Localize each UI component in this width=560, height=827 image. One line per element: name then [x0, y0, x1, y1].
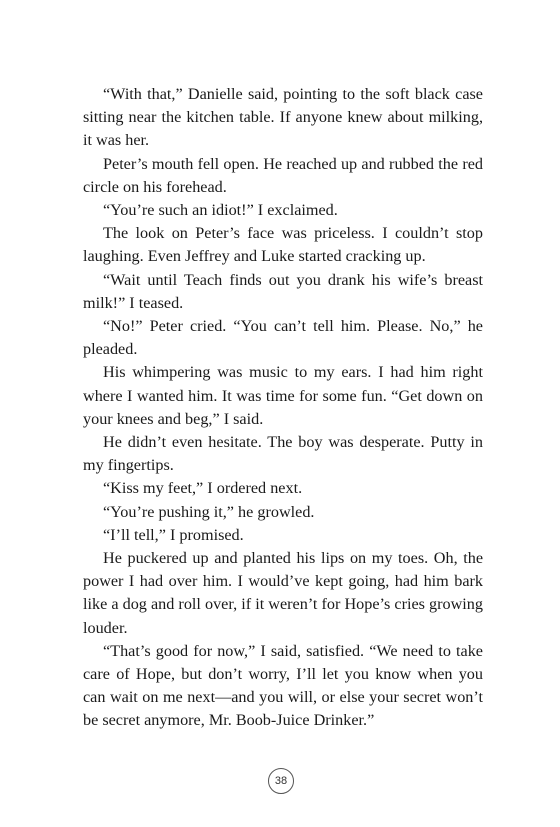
paragraph: The look on Peter’s face was priceless. I couldn’t stop laughing. Even Jeffrey and Luke started cracking up.	[83, 224, 483, 266]
paragraph: His whimpering was music to my ears. I had him right where I wanted him. It was time for some fun. “Get down on your knees and beg,” I said.	[83, 363, 483, 428]
paragraph: “With that,” Danielle said, pointing to the soft black case sitting near the kitchen table. If anyone knew about milking, it was her.	[83, 85, 483, 150]
paragraph: “You’re such an idiot!” I exclaimed.	[103, 201, 338, 220]
paragraph: “No!” Peter cried. “You can’t tell him. Please. No,” he pleaded.	[83, 317, 483, 359]
paragraph: Peter’s mouth fell open. He reached up and rubbed the red circle on his forehead.	[83, 154, 483, 196]
paragraph: He puckered up and planted his lips on my toes. Oh, the power I had over him. I would’ve kept going, had him bark like a dog and roll over, if it weren’t for Hope’s cries growing louder.	[83, 549, 483, 637]
paragraph: “Kiss my feet,” I ordered next.	[103, 479, 303, 498]
paragraph: “You’re pushing it,” he growled.	[103, 502, 315, 521]
paragraph: “I’ll tell,” I promised.	[103, 525, 244, 544]
paragraph: “That’s good for now,” I said, satisfied. “We need to take care of Hope, but don’t worry, I’ll let you know when you can wait on me next—and you will, or else your secret won’t be secret anymore, Mr. Boob-Juice Drinker.”	[83, 641, 483, 730]
body-text	[83, 83, 483, 733]
paragraph: He didn’t even hesitate. The boy was desperate. Putty in my fingertips.	[83, 433, 483, 475]
paragraph: “Wait until Teach finds out you drank his wife’s breast milk!” I teased.	[83, 270, 483, 312]
page-number: 38	[268, 768, 294, 794]
